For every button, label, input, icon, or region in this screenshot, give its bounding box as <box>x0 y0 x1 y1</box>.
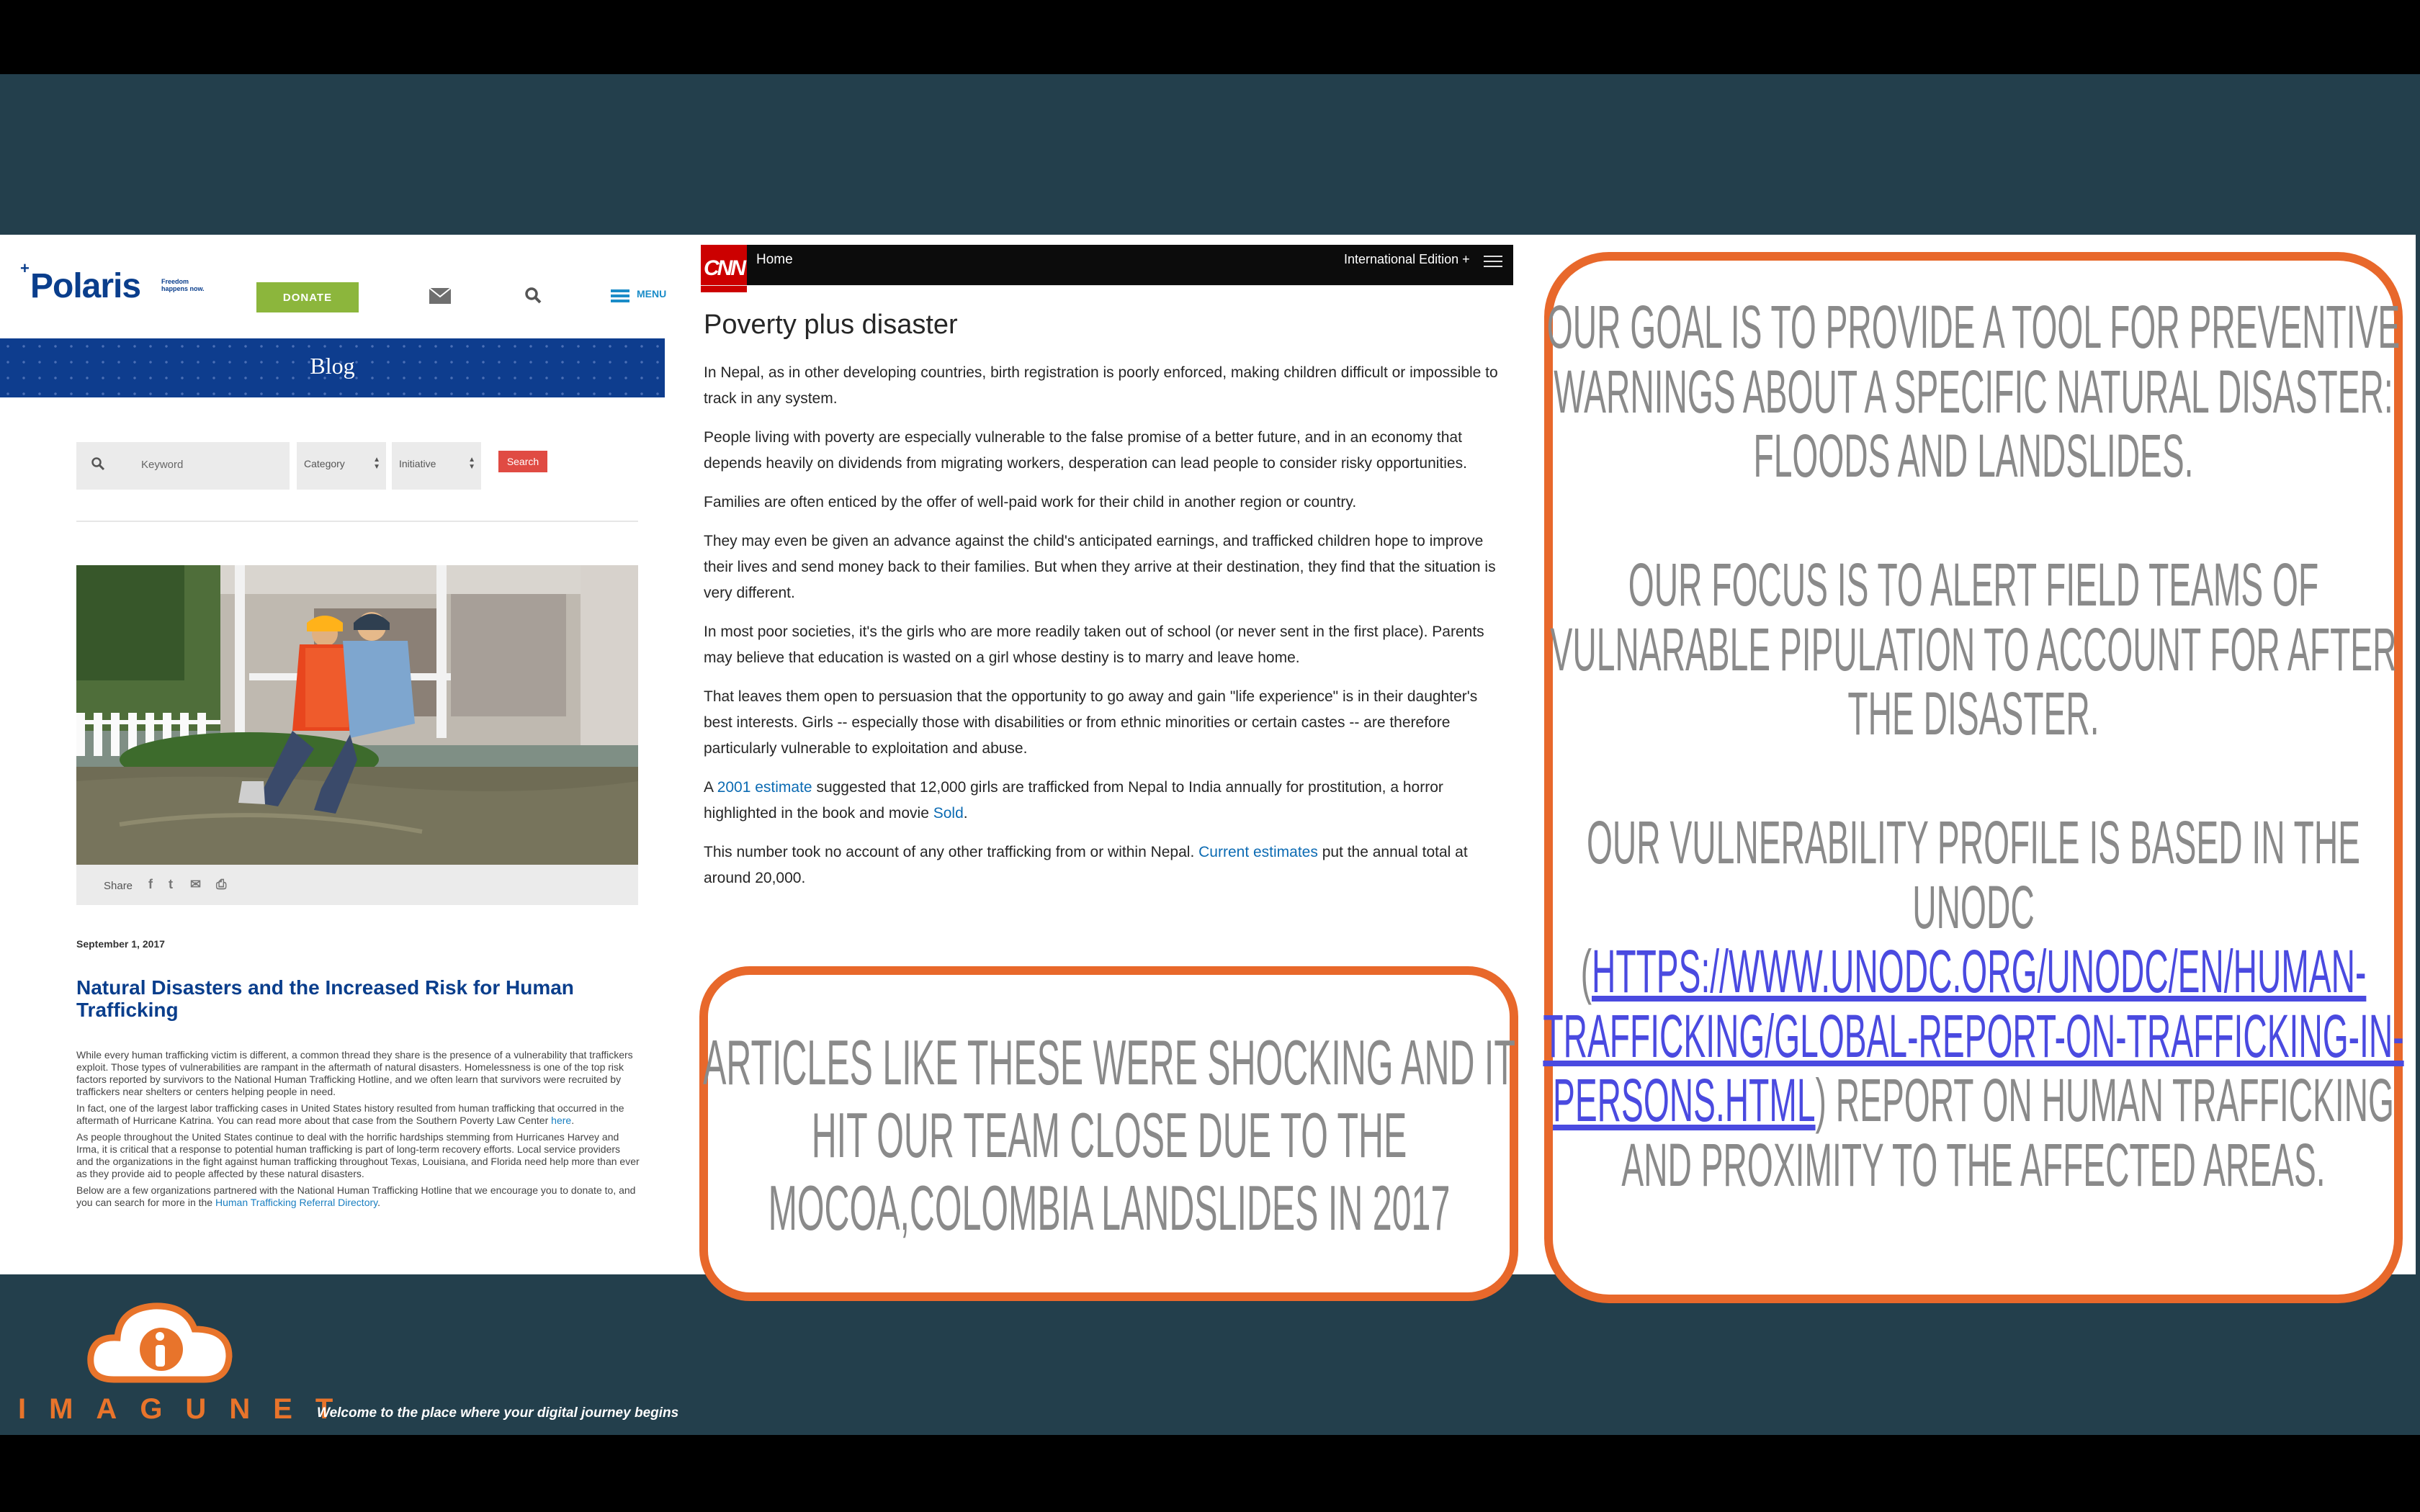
article-paragraph: In Nepal, as in other developing countries, birth registration is poorly enforced, making children difficult or impossible to track in any system. <box>704 364 1498 407</box>
blog-title: Blog <box>310 353 355 379</box>
flood-rescue-photo[interactable] <box>76 565 638 865</box>
mail-icon[interactable] <box>429 288 451 304</box>
select-arrows-icon: ▲ ▼ <box>468 456 475 471</box>
facebook-icon[interactable]: f <box>148 877 153 891</box>
divider <box>701 285 1513 286</box>
category-select[interactable] <box>297 442 386 490</box>
article-paragraph: That leaves them open to persuasion that the opportunity to go away and gain "life experience" is in their daughter's best interests. Girls -- especially those with disabilities or from ethnic minorities or certain castes -- are therefore particularly vulnerable to exploitation and abuse. <box>704 688 1478 757</box>
imagunet-wordmark: IMAGUNET <box>18 1393 357 1425</box>
keyword-placeholder: Keyword <box>141 459 184 471</box>
cnn-logo[interactable]: CNN <box>701 245 747 292</box>
search-icon[interactable] <box>524 287 542 304</box>
referral-directory-link[interactable]: Human Trafficking Referral Directory <box>215 1197 378 1208</box>
email-icon[interactable]: ✉ <box>190 877 202 891</box>
articles-callout-text: ARTICLES LIKE THESE WERE SHOCKING AND IT HIT OUR TEAM CLOSE DUE TO THE MOCOA,COLOMBIA LANDSLIDES IN 2017 <box>703 1027 1515 1243</box>
estimate-link[interactable]: 2001 estimate <box>717 779 812 796</box>
search-icon <box>91 456 105 471</box>
goal-paragraph: OUR GOAL IS TO PROVIDE A TOOL FOR PREVENTIVE WARNINGS ABOUT A SPECIFIC NATURAL DISASTER: FLOODS AND LANDSLIDES. <box>1546 293 2401 490</box>
imagunet-cloud-logo-icon <box>85 1293 236 1391</box>
polaris-logo-text: Polaris <box>30 267 141 305</box>
star-icon: + <box>20 259 30 277</box>
share-bar <box>76 865 638 905</box>
current-estimates-link[interactable]: Current estimates <box>1198 844 1318 860</box>
post-date: September 1, 2017 <box>76 938 165 950</box>
article-paragraph: Families are often enticed by the offer of well-paid work for their child in another region or country. <box>704 494 1357 510</box>
post-paragraph: As people throughout the United States continue to deal with the horrific hardships stemming from Hurricanes Harvey and Irma, it is critical that a response to potential human trafficking is part of long-term recovery efforts. Local service providers and the organizations in the fight against human trafficking throughout Texas, Louisiana, and Florida need help more than ever as they provide aid to people affected by these natural disasters. <box>76 1131 640 1179</box>
article-subheading: Poverty plus disaster <box>704 310 958 340</box>
print-icon[interactable]: ⎙ <box>216 877 227 891</box>
goal-callout-text <box>1528 295 2420 1197</box>
polaris-tagline: Freedom happens now. <box>161 278 205 292</box>
menu-label[interactable]: MENU <box>637 288 667 300</box>
article-paragraph: A 2001 estimate suggested that 12,000 girls are trafficked from Nepal to India annually for prostitution, a horror highlighted in the book and movie Sold. <box>704 779 1443 822</box>
select-arrows-icon: ▲ ▼ <box>373 456 380 471</box>
article-body <box>704 360 1503 904</box>
article-paragraph: This number took no account of any other trafficking from or within Nepal. Current estimates put the annual total at around 20,000. <box>704 844 1468 886</box>
search-button[interactable]: Search <box>498 451 547 472</box>
article-paragraph: They may even be given an advance against the child's anticipated earnings, and trafficked children hope to improve their lives and send money back to their families. But when they arrive at their destination, they find that the situation is very different. <box>704 533 1496 601</box>
post-paragraph: While every human trafficking victim is different, a common thread they share is the presence of a vulnerability that traffickers exploit. Those types of vulnerabilities are rampant in the aftermath of natural disasters. Homelessness is one of the top risk factors reported by survivors to the National Human Trafficking Hotline, and we often learn that survivors were recruited by traffickers near shelters or centers helping people in need. <box>76 1049 633 1097</box>
share-label: Share <box>104 880 133 892</box>
here-link[interactable]: here <box>551 1115 572 1126</box>
twitter-icon[interactable]: t <box>169 877 173 891</box>
category-select-label: Category <box>304 458 345 469</box>
initiative-select-label: Initiative <box>399 458 436 469</box>
post-body <box>76 1049 640 1213</box>
post-paragraph: In fact, one of the largest labor trafficking cases in United States history resulted from human trafficking that occurred in the aftermath of Hurricane Katrina. You can read more about that case from the Southern Poverty Law Center here. <box>76 1102 624 1126</box>
unodc-report-link[interactable]: HTTPS://WWW.UNODC.ORG/UNODC/EN/HUMAN-TRAFFICKING/GLOBAL-REPORT-ON-TRAFFICKING-IN-PERSONS.HTML <box>1543 937 2404 1134</box>
article-paragraph: In most poor societies, it's the girls who are more readily taken out of school (or never sent in the first place). Parents may believe that education is wasted on a girl whose destiny is to marry and leave home. <box>704 624 1484 666</box>
vulnerability-paragraph: OUR VULNERABILITY PROFILE IS BASED IN THE UNODC (HTTPS://WWW.UNODC.ORG/UNODC/EN/HUMAN-TRAFFICKING/GLOBAL-REPORT-ON-TRAFFICKING-IN-PERSONS.HTML) REPORT ON HUMAN TRAFFICKING AND PROXIMITY TO THE AFFECTED AREAS. <box>1543 809 2404 1199</box>
nav-home[interactable]: Home <box>756 252 793 267</box>
hamburger-menu-icon[interactable] <box>1484 254 1502 269</box>
post-title[interactable]: Natural Disasters and the Increased Risk for Human Trafficking <box>76 976 574 1021</box>
article-paragraph: People living with poverty are especially vulnerable to the false promise of a better future, and in an economy that depends heavily on dividends from migrating workers, desperation can lead people to consider risky opportunities. <box>704 429 1467 472</box>
divider <box>76 521 638 522</box>
imagunet-slogan: Welcome to the place where your digital journey begins <box>317 1405 679 1421</box>
edition-selector[interactable]: International Edition + <box>1344 252 1470 266</box>
initiative-select[interactable] <box>392 442 481 490</box>
sold-link[interactable]: Sold <box>933 805 964 822</box>
post-paragraph: Below are a few organizations partnered with the National Human Trafficking Hotline that we encourage you to donate to, and you can search for more in the Human Trafficking Referral Directory. <box>76 1184 636 1208</box>
focus-paragraph: OUR FOCUS IS TO ALERT FIELD TEAMS OF VULNARABLE PIPULATION TO ACCOUNT FOR AFTER THE DISASTER. <box>1550 551 2397 747</box>
menu-icon[interactable] <box>611 288 629 304</box>
donate-button[interactable]: DONATE <box>256 282 359 312</box>
top-letterbox <box>0 0 2420 74</box>
bottom-letterbox <box>0 1435 2420 1512</box>
